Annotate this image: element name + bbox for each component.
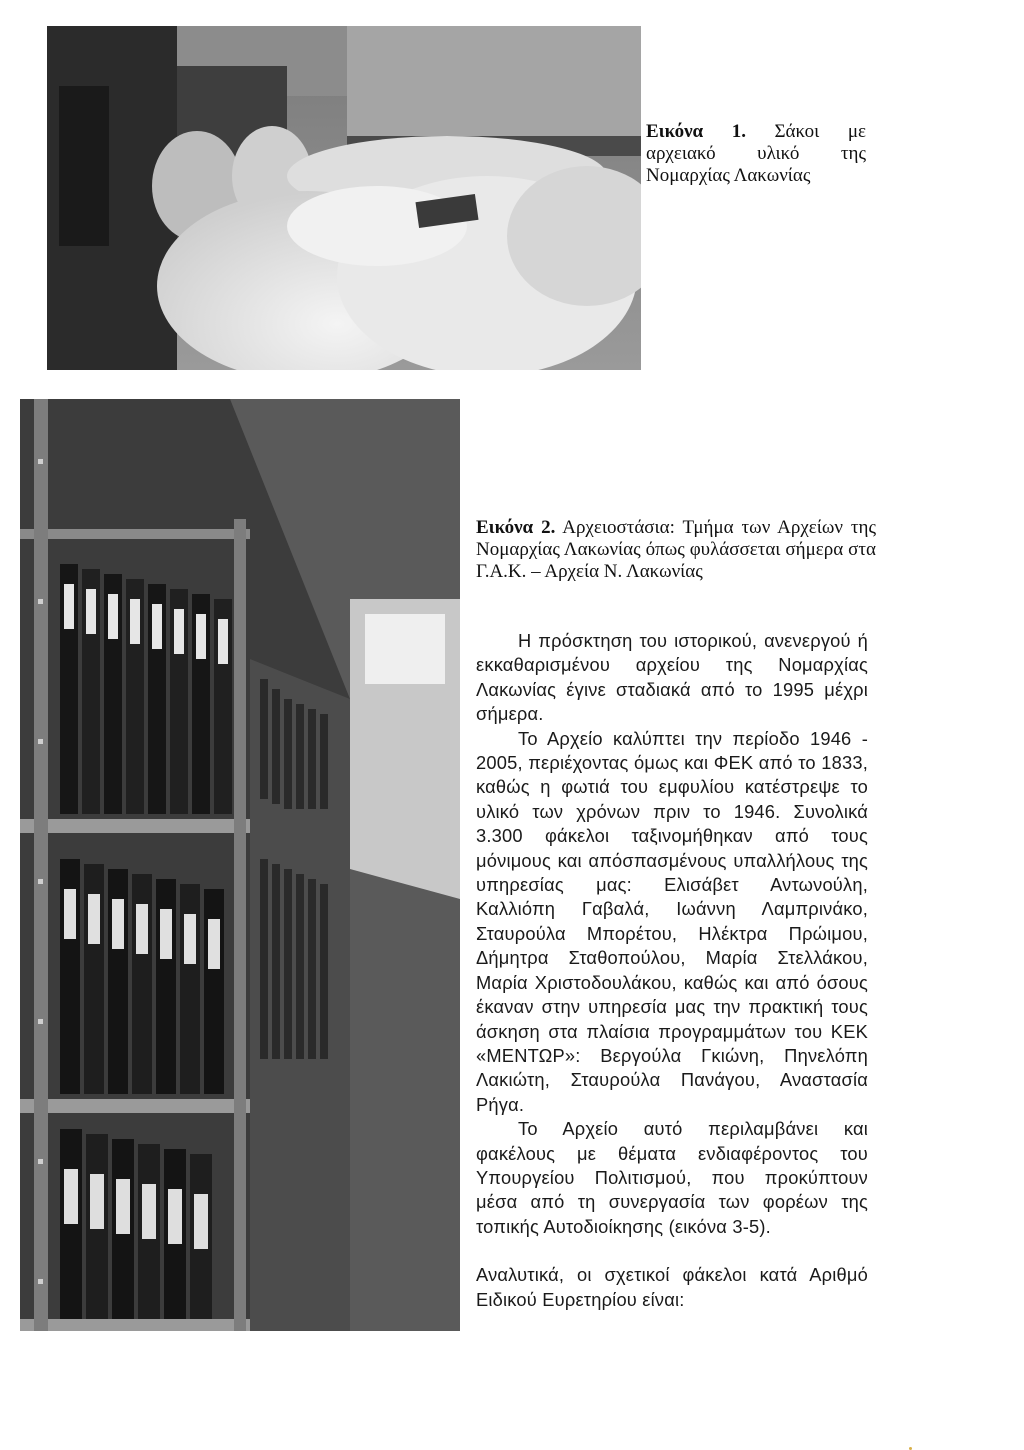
body-text bbox=[476, 629, 868, 1312]
figure-1-caption-text: Σάκοι με αρχειακό υλικό της Νομαρχίας Λακωνίας bbox=[646, 121, 866, 186]
figure-1-label: Εικόνα 1. bbox=[646, 121, 746, 142]
paragraph-acquisition: Η πρόσκτηση του ιστορικού, ανενεργού ή εκκαθαρισμένου αρχείου της Νομαρχίας Λακωνίας έγινε σταδιακά από το 1995 μέχρι σήμερα. bbox=[476, 630, 868, 725]
figure-2-caption-text: Αρχειοστάσια: Τμήμα των Αρχείων της Νομαρχίας Λακωνίας όπως φυλάσσεται σήμερα στα Γ.Α.Κ. – Αρχεία Ν. Λακωνίας bbox=[476, 517, 877, 582]
paragraph-coverage: Το Αρχείο καλύπτει την περίοδο 1946 - 2005, περιέχοντας όμως και ΦΕΚ από το 1833, καθώς η φωτιά του εμφυλίου κατέστρεψε το υλικό των χρόνων πριν το 1946. Συνολικά 3.300 φάκελοι ταξινομήθηκαν από τους μόνιμους και απόσπασμένους υπαλλήλους της υπηρεσίας μας: Ελισάβετ Αντωνούλη, Καλλιόπη Γαβαλά, Ιωάννη Λαμπρινάκο, Σταυρούλα Μπορέτου, Ηλέκτρα Πρώιμου, Δήμητρα Σταθοπούλου, Μαρία Στελλάκου, Μαρία Χριστοδουλάκου, καθώς και από όσους έκαναν στην υπηρεσία μας την πρακτική τους άσκηση στα πλαίσια προγραμμάτων του ΚΕΚ «ΜΕΝΤΩΡ»: Βεργούλα Γκιώνη, Πηνελόπη Λακιώτη, Σταυρούλα Πανάγου, Αναστασία Ρήγα. bbox=[476, 727, 868, 1115]
figure-1-photo bbox=[47, 26, 641, 370]
figure-2-photo bbox=[20, 399, 460, 1331]
figure-2-label: Εικόνα 2. bbox=[476, 517, 556, 538]
paragraph-index-intro: Αναλυτικά, οι σχετικοί φάκελοι κατά Αριθμό Ειδικού Ευρετηρίου είναι: bbox=[476, 1264, 868, 1310]
figure-2-caption bbox=[476, 517, 876, 583]
paragraph-culture: Το Αρχείο αυτό περιλαμβάνει και φακέλους με θέματα ενδιαφέροντος του Υπουργείου Πολιτισμού, που προκύπτουν μέσα από τη συνεργασία των φορέων της τοπικής Αυτοδιοίκησης (εικόνα 3-5). bbox=[476, 1118, 868, 1237]
figure-1-caption bbox=[646, 121, 866, 187]
